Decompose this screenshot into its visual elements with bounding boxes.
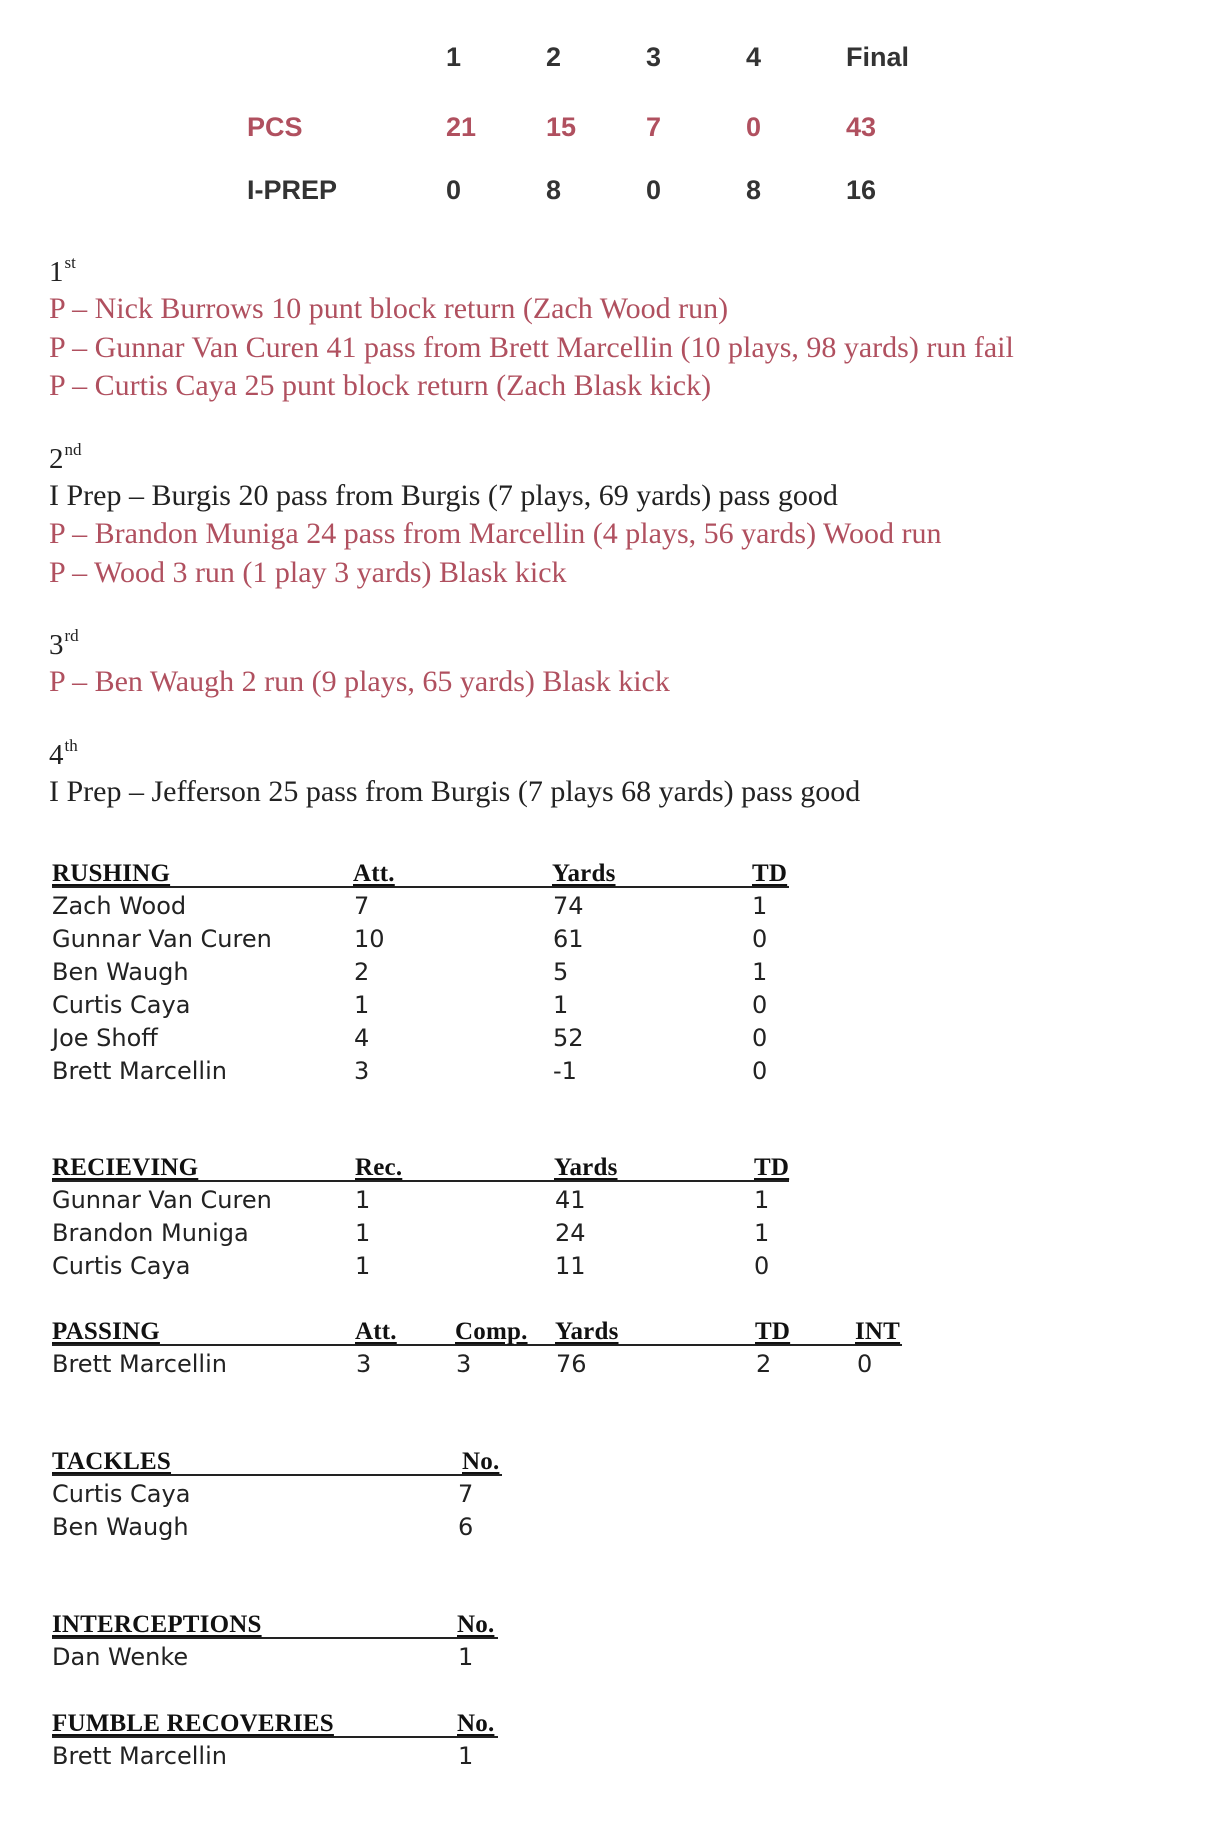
stat-yards: 5 <box>553 958 569 986</box>
tackles-title: TACKLES <box>52 1448 172 1475</box>
col-yards: Yards <box>554 1154 618 1181</box>
table-row <box>52 923 952 956</box>
receiving-header <box>52 1152 952 1184</box>
header-q3: 3 <box>646 42 662 72</box>
quarter-suffix: nd <box>64 439 82 459</box>
stat-td: 1 <box>752 958 768 986</box>
stat-rec: 1 <box>355 1186 371 1214</box>
player-name: Zach Wood <box>52 892 187 920</box>
stat-yards: 52 <box>553 1024 584 1052</box>
player-name: Brett Marcellin <box>52 1742 227 1770</box>
col-yards: Yards <box>552 860 616 887</box>
interceptions-title: INTERCEPTIONS <box>52 1611 262 1638</box>
stat-yards: 24 <box>555 1219 586 1247</box>
scoring-play: P – Gunnar Van Curen 41 pass from Brett Marcellin (10 plays, 98 yards) run fail <box>49 330 1014 364</box>
scoring-play: I Prep – Jefferson 25 pass from Burgis (7 plays 68 yards) pass good <box>49 774 861 808</box>
rushing-title: RUSHING <box>52 860 171 887</box>
linescore-header <box>0 42 1205 76</box>
quarter-3-block <box>49 618 1169 702</box>
score-q3: 7 <box>646 112 662 142</box>
stat-att: 7 <box>354 892 370 920</box>
scoring-play: P – Curtis Caya 25 punt block return (Zach Blask kick) <box>49 369 712 402</box>
player-name: Brett Marcellin <box>52 1350 227 1378</box>
interceptions-table <box>52 1609 952 1674</box>
stat-yards: 11 <box>555 1252 586 1280</box>
scoring-play: P – Ben Waugh 2 run (9 plays, 65 yards) Blask kick <box>49 665 670 698</box>
score-q1: 0 <box>446 175 462 205</box>
score-final: 43 <box>846 112 877 142</box>
col-int: INT <box>855 1318 901 1345</box>
table-row <box>52 989 952 1022</box>
stat-yards: 1 <box>553 991 569 1019</box>
player-name: Ben Waugh <box>52 1513 189 1541</box>
scoring-play: P – Brandon Muniga 24 pass from Marcellin (4 plays, 56 yards) Wood run <box>49 517 942 550</box>
quarter-4-block <box>49 728 1169 812</box>
score-q1: 21 <box>446 112 477 142</box>
stat-att: 1 <box>354 991 370 1019</box>
table-row <box>52 1217 952 1250</box>
scoring-summary <box>49 245 1169 837</box>
player-name: Curtis Caya <box>52 1480 191 1508</box>
stat-td: 0 <box>752 1057 768 1085</box>
scoring-play: P – Wood 3 run (1 play 3 yards) Blask kick <box>49 555 567 589</box>
quarter-suffix: rd <box>64 626 79 645</box>
player-name: Ben Waugh <box>52 958 189 986</box>
header-q4: 4 <box>746 42 762 72</box>
stat-yards: 74 <box>553 892 584 920</box>
col-att: Att. <box>353 860 395 887</box>
table-row <box>52 956 952 989</box>
player-name: Brandon Muniga <box>52 1219 249 1247</box>
col-no: No. <box>457 1710 495 1737</box>
stat-att: 3 <box>354 1057 370 1085</box>
stat-att: 2 <box>354 958 370 986</box>
player-name: Gunnar Van Curen <box>52 1186 272 1214</box>
receiving-table <box>52 1152 952 1283</box>
table-row <box>52 1184 952 1217</box>
stat-td: 1 <box>754 1219 770 1247</box>
stat-yards: 61 <box>553 925 584 953</box>
stat-no: 1 <box>458 1742 474 1770</box>
player-name: Curtis Caya <box>52 991 191 1019</box>
stat-comp: 3 <box>456 1350 472 1378</box>
fumbles-title: FUMBLE RECOVERIES <box>52 1710 334 1737</box>
stat-td: 2 <box>756 1350 772 1378</box>
rushing-table <box>52 858 952 1088</box>
table-row <box>52 1740 952 1773</box>
player-name: Brett Marcellin <box>52 1057 227 1085</box>
score-q4: 0 <box>746 112 762 142</box>
col-td: TD <box>755 1318 791 1345</box>
header-q2: 2 <box>546 42 562 72</box>
stat-td: 0 <box>752 991 768 1019</box>
quarter-label <box>49 245 1169 290</box>
stat-yards: -1 <box>553 1057 577 1085</box>
linescore-row-iprep <box>0 175 1205 209</box>
quarter-number: 4 <box>49 738 64 771</box>
table-row <box>52 1022 952 1055</box>
fumbles-header <box>52 1708 952 1740</box>
table-row <box>52 890 952 923</box>
quarter-label <box>49 728 1169 773</box>
tackles-table <box>52 1446 952 1544</box>
quarter-label <box>49 432 1169 477</box>
stat-att: 3 <box>356 1350 372 1378</box>
stat-rec: 1 <box>355 1252 371 1280</box>
stat-td: 1 <box>752 892 768 920</box>
stat-int: 0 <box>857 1350 873 1378</box>
stat-att: 10 <box>354 925 385 953</box>
player-name: Dan Wenke <box>52 1643 189 1671</box>
score-final: 16 <box>846 175 877 205</box>
quarter-suffix: st <box>64 253 76 272</box>
quarter-label <box>49 618 1169 663</box>
stat-td: 0 <box>752 925 768 953</box>
score-q2: 15 <box>546 112 577 142</box>
col-no: No. <box>457 1611 495 1638</box>
stat-td: 1 <box>754 1186 770 1214</box>
stat-att: 4 <box>354 1024 370 1052</box>
passing-title: PASSING <box>52 1318 160 1345</box>
passing-header <box>52 1316 952 1348</box>
table-row <box>52 1348 952 1381</box>
stat-no: 7 <box>458 1480 474 1508</box>
passing-table <box>52 1316 952 1381</box>
table-row <box>52 1478 952 1511</box>
stat-yards: 41 <box>555 1186 586 1214</box>
quarter-2-block <box>49 432 1169 593</box>
stat-td: 0 <box>752 1024 768 1052</box>
score-q2: 8 <box>546 175 562 205</box>
table-row <box>52 1511 952 1544</box>
col-no: No. <box>462 1448 500 1475</box>
player-name: Joe Shoff <box>52 1024 158 1052</box>
scoring-play: P – Nick Burrows 10 punt block return (Zach Wood run) <box>49 292 729 325</box>
fumble-recoveries-table <box>52 1708 952 1773</box>
quarter-number: 2 <box>49 442 64 475</box>
team-name: PCS <box>247 112 303 142</box>
receiving-title: RECIEVING <box>52 1154 199 1181</box>
player-name: Curtis Caya <box>52 1252 191 1280</box>
rushing-header <box>52 858 952 890</box>
table-row <box>52 1250 952 1283</box>
header-q1: 1 <box>446 42 462 72</box>
interceptions-header <box>52 1609 952 1641</box>
col-rec: Rec. <box>355 1154 403 1181</box>
quarter-1-block <box>49 245 1169 406</box>
col-td: TD <box>754 1154 790 1181</box>
score-q4: 8 <box>746 175 762 205</box>
quarter-number: 1 <box>49 256 64 288</box>
player-name: Gunnar Van Curen <box>52 925 272 953</box>
stat-rec: 1 <box>355 1219 371 1247</box>
stat-no: 1 <box>458 1643 474 1671</box>
stat-td: 0 <box>754 1252 770 1280</box>
table-row <box>52 1641 952 1674</box>
stat-yards: 76 <box>556 1350 587 1378</box>
col-comp: Comp. <box>455 1318 528 1345</box>
table-row <box>52 1055 952 1088</box>
col-td: TD <box>752 860 788 887</box>
linescore-row-pcs <box>0 112 1205 146</box>
stat-no: 6 <box>458 1513 474 1541</box>
header-final: Final <box>846 42 910 72</box>
score-q3: 0 <box>646 175 662 205</box>
tackles-header <box>52 1446 952 1478</box>
col-yards: Yards <box>555 1318 619 1345</box>
scoring-play: I Prep – Burgis 20 pass from Burgis (7 plays, 69 yards) pass good <box>49 478 838 512</box>
team-name: I-PREP <box>247 175 338 205</box>
col-att: Att. <box>355 1318 397 1345</box>
quarter-number: 3 <box>49 629 64 661</box>
quarter-suffix: th <box>64 735 78 755</box>
